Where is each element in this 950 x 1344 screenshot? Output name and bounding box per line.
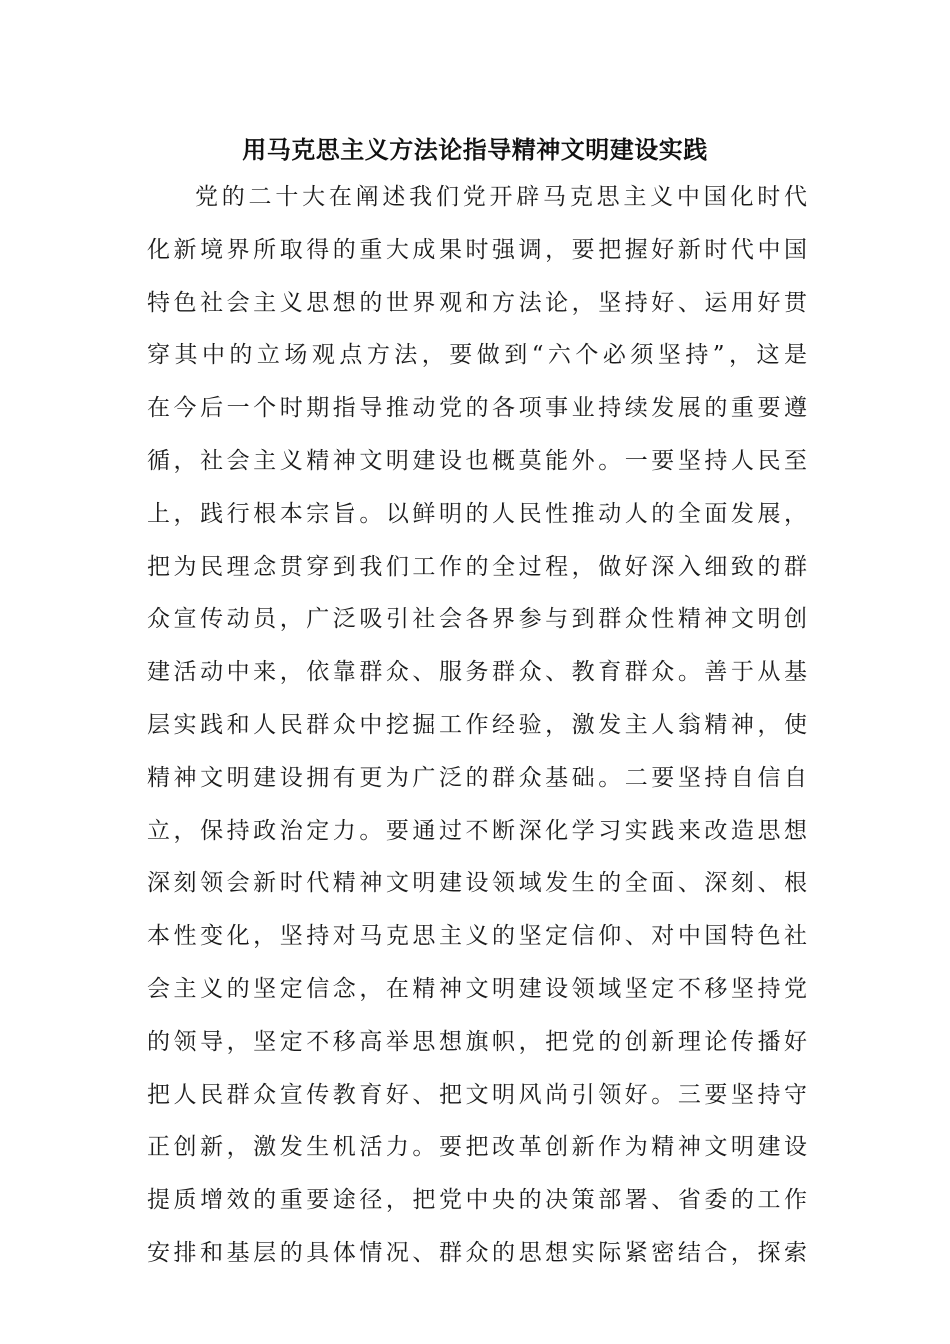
body-line: 立，保持政治定力。要通过不断深化学习实践来改造思想 <box>147 817 807 844</box>
document-title: 用马克思主义方法论指导精神文明建设实践 <box>242 136 708 164</box>
body-line: 正创新，激发生机活力。要把改革创新作为精神文明建设 <box>147 1134 807 1161</box>
body-line: 建活动中来，依靠群众、服务群众、教育群众。善于从基 <box>147 659 807 686</box>
body-line: 的领导，坚定不移高举思想旗帜，把党的创新理论传播好 <box>147 1028 807 1055</box>
body-line: 上，践行根本宗旨。以鲜明的人民性推动人的全面发展， <box>147 500 807 527</box>
body-line: 把为民理念贯穿到我们工作的全过程，做好深入细致的群 <box>147 553 807 580</box>
body-line: 深刻领会新时代精神文明建设领域发生的全面、深刻、根 <box>147 870 807 897</box>
document-body <box>147 171 807 1280</box>
body-line: 穿其中的立场观点方法，要做到“六个必须坚持”，这是 <box>147 342 807 369</box>
body-line: 众宣传动员，广泛吸引社会各界参与到群众性精神文明创 <box>147 606 807 633</box>
body-line: 层实践和人民群众中挖掘工作经验，激发主人翁精神，使 <box>147 711 807 738</box>
body-line: 化新境界所取得的重大成果时强调，要把握好新时代中国 <box>147 236 807 263</box>
body-line: 安排和基层的具体情况、群众的思想实际紧密结合，探索 <box>147 1239 807 1266</box>
body-line: 本性变化，坚持对马克思主义的坚定信仰、对中国特色社 <box>147 923 807 950</box>
body-line: 党的二十大在阐述我们党开辟马克思主义中国化时代 <box>195 184 807 210</box>
body-line: 把人民群众宣传教育好、把文明风尚引领好。三要坚持守 <box>147 1081 807 1108</box>
body-line: 提质增效的重要途径，把党中央的决策部署、省委的工作 <box>147 1187 807 1214</box>
body-line: 精神文明建设拥有更为广泛的群众基础。二要坚持自信自 <box>147 764 807 791</box>
body-line: 特色社会主义思想的世界观和方法论，坚持好、运用好贯 <box>147 289 807 316</box>
body-line: 在今后一个时期指导推动党的各项事业持续发展的重要遵 <box>147 395 807 422</box>
body-line: 会主义的坚定信念，在精神文明建设领域坚定不移坚持党 <box>147 975 807 1002</box>
body-line: 循，社会主义精神文明建设也概莫能外。一要坚持人民至 <box>147 447 807 474</box>
